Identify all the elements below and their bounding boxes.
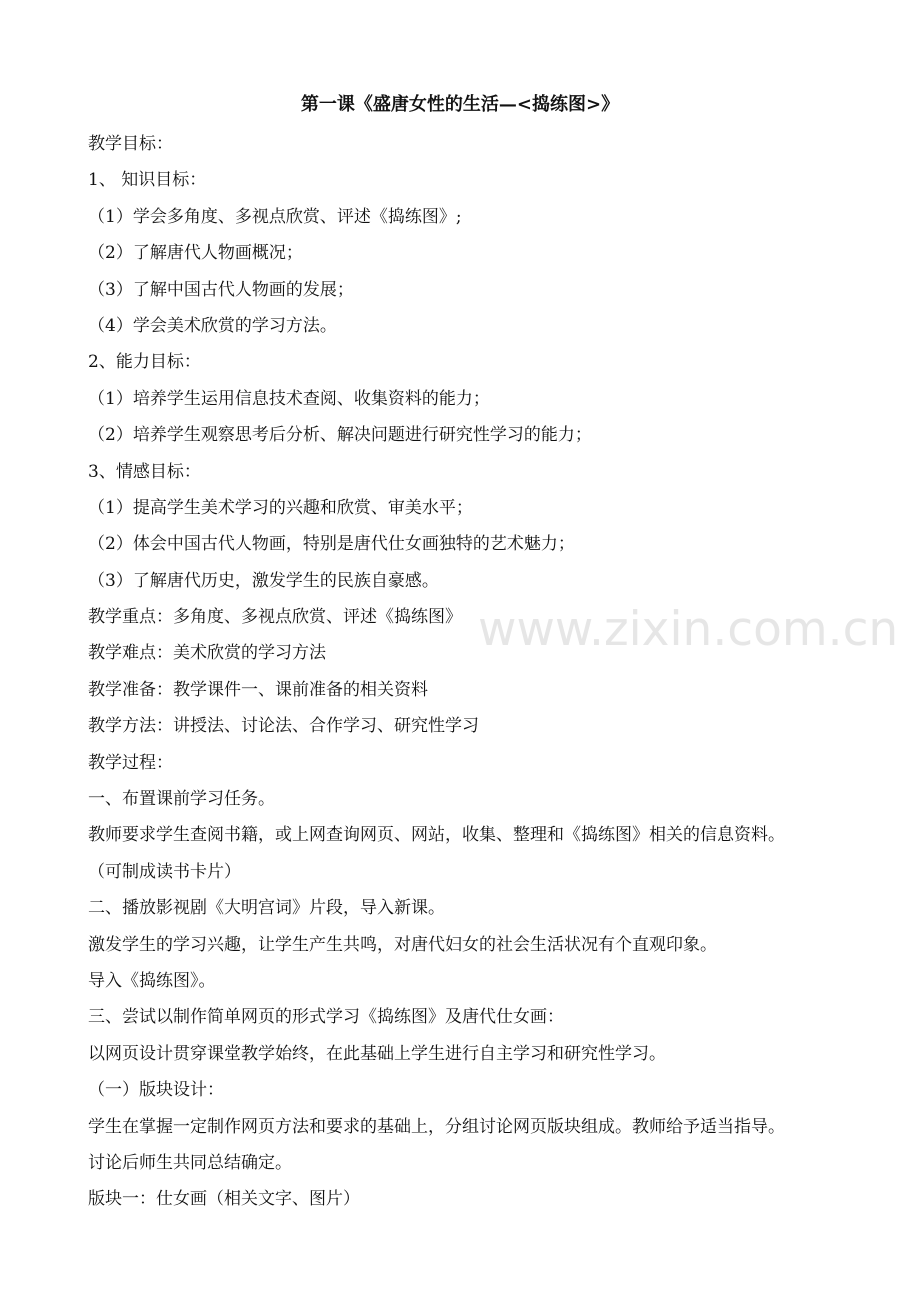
text-line: 二、播放影视剧《大明宫词》片段，导入新课。	[88, 898, 445, 919]
text-line: 以网页设计贯穿课堂教学始终，在此基础上学生进行自主学习和研究性学习。	[88, 1043, 666, 1064]
text-line: （2）体会中国古代人物画，特别是唐代仕女画独特的艺术魅力；	[88, 534, 575, 555]
document-body	[88, 126, 848, 1218]
text-line: （1）学会多角度、多视点欣赏、评述《捣练图》;	[88, 206, 462, 227]
text-line: 2、能力目标：	[88, 352, 201, 373]
text-line: 教学难点：美术欣赏的学习方法	[88, 643, 326, 664]
watermark: www.zixin.com.cn	[478, 602, 899, 657]
text-line: 教师要求学生查阅书籍，或上网查询网页、网站，收集、整理和《捣练图》相关的信息资料。	[88, 825, 785, 846]
text-line: 讨论后师生共同总结确定。	[88, 1152, 292, 1173]
text-line: 1、 知识目标：	[88, 170, 207, 191]
text-line: （1）提高学生美术学习的兴趣和欣赏、审美水平；	[88, 497, 473, 518]
text-line: 教学目标：	[88, 134, 173, 154]
text-line: 版块一：仕女画（相关文字、图片）	[88, 1189, 360, 1210]
text-line: 导入《捣练图》。	[88, 970, 216, 991]
text-line: 3、情感目标：	[88, 461, 201, 482]
text-line: （2）培养学生观察思考后分析、解决问题进行研究性学习的能力；	[88, 425, 592, 446]
lesson-title: 第一课《盛唐女性的生活—<捣练图>》	[300, 94, 620, 115]
text-line: 教学重点：多角度、多视点欣赏、评述《捣练图》	[88, 607, 462, 628]
text-line: （3）了解唐代历史，激发学生的民族自豪感。	[88, 570, 439, 591]
text-line: 一、布置课前学习任务。	[88, 789, 275, 810]
text-line: 激发学生的学习兴趣，让学生产生共鸣，对唐代妇女的社会生活状况有个直观印象。	[88, 934, 717, 955]
text-line: （一）版块设计：	[88, 1080, 224, 1101]
text-line: （可制成读书卡片）	[88, 861, 241, 882]
text-line: （4）学会美术欣赏的学习方法。	[88, 315, 337, 336]
text-line: 学生在掌握一定制作网页方法和要求的基础上，分组讨论网页版块组成。教师给予适当指导。	[88, 1116, 785, 1137]
text-line: 三、尝试以制作简单网页的形式学习《捣练图》及唐代仕女画：	[88, 1007, 564, 1028]
text-line: （1）培养学生运用信息技术查阅、收集资料的能力；	[88, 388, 490, 409]
text-line: 教学准备：教学课件一、课前准备的相关资料	[88, 679, 428, 700]
text-line: （3）了解中国古代人物画的发展；	[88, 279, 354, 300]
text-line: 教学过程：	[88, 752, 173, 773]
text-line: 教学方法：讲授法、讨论法、合作学习、研究性学习	[88, 716, 479, 737]
text-line: （2）了解唐代人物画概况；	[88, 243, 303, 264]
